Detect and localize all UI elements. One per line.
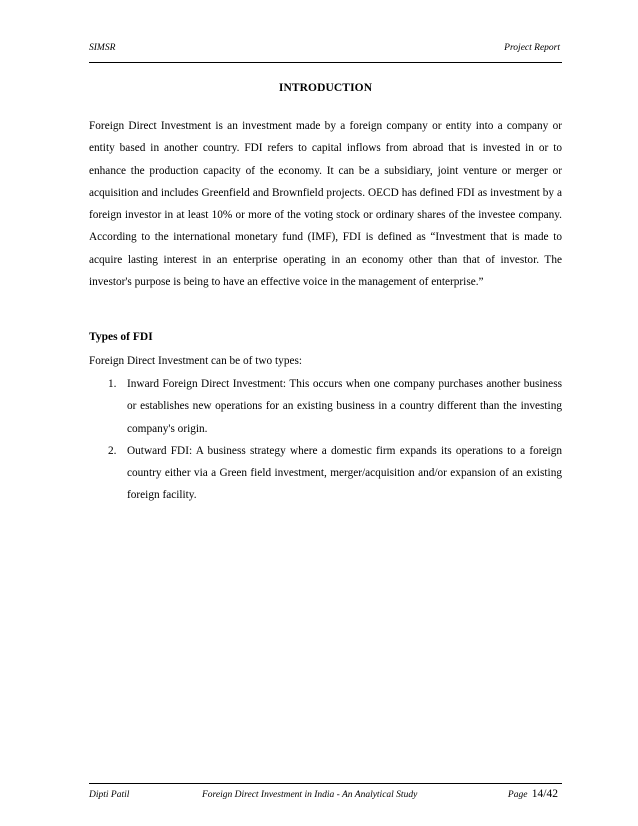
- page-header: [89, 36, 562, 63]
- types-intro: Foreign Direct Investment can be of two types:: [89, 355, 303, 367]
- types-heading: Types of FDI: [89, 331, 153, 343]
- intro-paragraph: Foreign Direct Investment is an investment made by a foreign company or entity into a company or entity based in another country. FDI refers to capital inflows from abroad that is invested in or to enhance the production capacity of the economy. It can be a subsidiary, joint venture or merger or acquisition and includes Greenfield and Brownfield projects. OECD has defined FDI as investment by a foreign investor in at least 10% or more of the voting stock or ordinary shares of the investee company. According to the international monetary fund (IMF), FDI is defined as “Investment that is made to acquire lasting interest in an enterprise operating in an economy other than that of investor. The investor's purpose is being to have an effective voice in the management of enterprise.”: [89, 120, 562, 289]
- list-item-text: Inward Foreign Direct Investment: This occurs when one company purchases another business or establishes new operations for an existing business in a country different than the investing company's origin.: [127, 378, 562, 435]
- footer-page-label: Page: [507, 790, 528, 800]
- footer-page-number: [508, 788, 558, 800]
- section-title: INTRODUCTION: [278, 82, 373, 94]
- page-footer: [89, 783, 562, 808]
- footer-author: Dipti Patil: [89, 790, 130, 800]
- list-item-text: Outward FDI: A business strategy where a domestic firm expands its operations to a foreign country either via a Green field investment, merger/acquisition and/or expansion of an existing foreign facility.: [127, 444, 562, 502]
- footer-page-value: 14/42: [531, 788, 558, 800]
- header-institution: SIMSR: [89, 43, 116, 53]
- footer-document-title: Foreign Direct Investment in India - An Analytical Study: [202, 790, 418, 800]
- list-item: [89, 373, 562, 440]
- types-list: [89, 373, 562, 507]
- list-item-number: 2.: [108, 444, 117, 457]
- list-item-number: 1.: [108, 378, 117, 390]
- header-report-label: Project Report: [504, 43, 560, 53]
- list-item: [89, 440, 562, 507]
